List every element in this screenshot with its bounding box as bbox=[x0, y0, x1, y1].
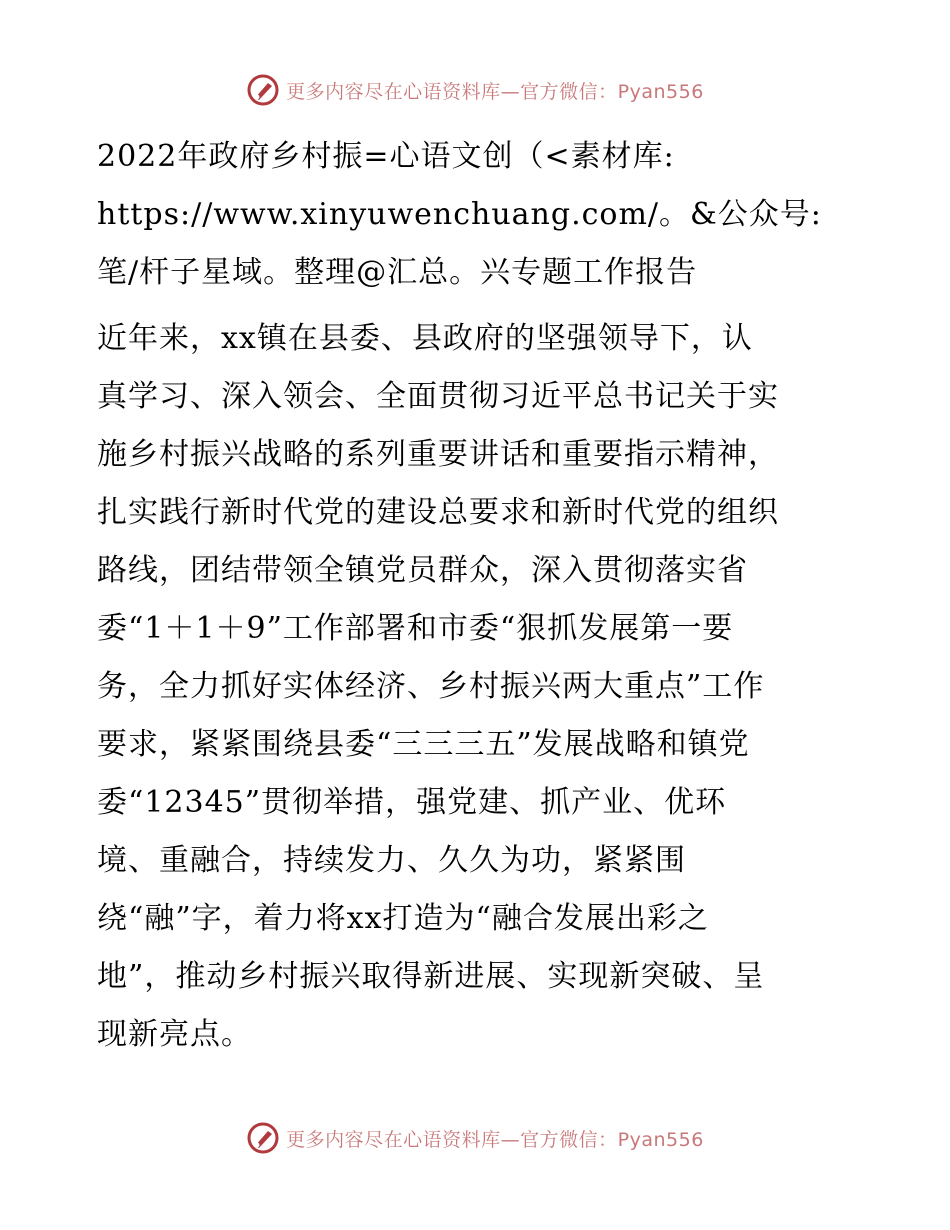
paragraph-line: 施乡村振兴战略的系列重要讲话和重要指示精神， bbox=[97, 437, 779, 472]
paragraph-line: 绕“融”字，着力将xx打造为“融合发展出彩之 bbox=[97, 901, 709, 936]
document-body bbox=[97, 128, 857, 1064]
body-paragraph bbox=[97, 310, 857, 1064]
title-line: 2022年政府乡村振=心语文创（<素材库: bbox=[97, 139, 675, 174]
paragraph-line: 委“1＋1＋9”工作部署和市委“狠抓发展第一要 bbox=[97, 611, 734, 646]
document-title bbox=[97, 128, 857, 302]
title-line: https://www.xinyuwenchuang.com/。&公众号: bbox=[97, 197, 822, 232]
paragraph-line: 境、重融合，持续发力、久久为功，紧紧围 bbox=[97, 843, 686, 878]
paragraph-line: 路线，团结带领全镇党员群众，深入贯彻落实省 bbox=[97, 553, 748, 588]
paragraph-line: 委“12345”贯彻举措，强党建、抓产业、优环 bbox=[97, 785, 727, 820]
watermark-text: 更多内容尽在心语资料库—官方微信：Pyan556 bbox=[286, 1128, 704, 1151]
pen-logo-icon bbox=[246, 1121, 280, 1155]
watermark-text: 更多内容尽在心语资料库—官方微信：Pyan556 bbox=[286, 80, 704, 103]
paragraph-line: 扎实践行新时代党的建设总要求和新时代党的组织 bbox=[97, 495, 779, 530]
paragraph-line: 真学习、深入领会、全面贯彻习近平总书记关于实 bbox=[97, 379, 779, 414]
paragraph-line: 务，全力抓好实体经济、乡村振兴两大重点”工作 bbox=[97, 669, 765, 704]
paragraph-line: 近年来，xx镇在县委、县政府的坚强领导下，认 bbox=[97, 321, 753, 356]
header-watermark bbox=[0, 70, 950, 110]
pen-logo-icon bbox=[246, 73, 280, 107]
paragraph-line: 地”，推动乡村振兴取得新进展、实现新突破、呈 bbox=[97, 959, 765, 994]
footer-watermark bbox=[0, 1118, 950, 1158]
paragraph-line: 要求，紧紧围绕县委“三三三五”发展战略和镇党 bbox=[97, 727, 750, 762]
paragraph-line: 现新亮点。 bbox=[97, 1017, 252, 1052]
title-line: 笔/杆子星域。整理@汇总。兴专题工作报告 bbox=[97, 255, 698, 290]
